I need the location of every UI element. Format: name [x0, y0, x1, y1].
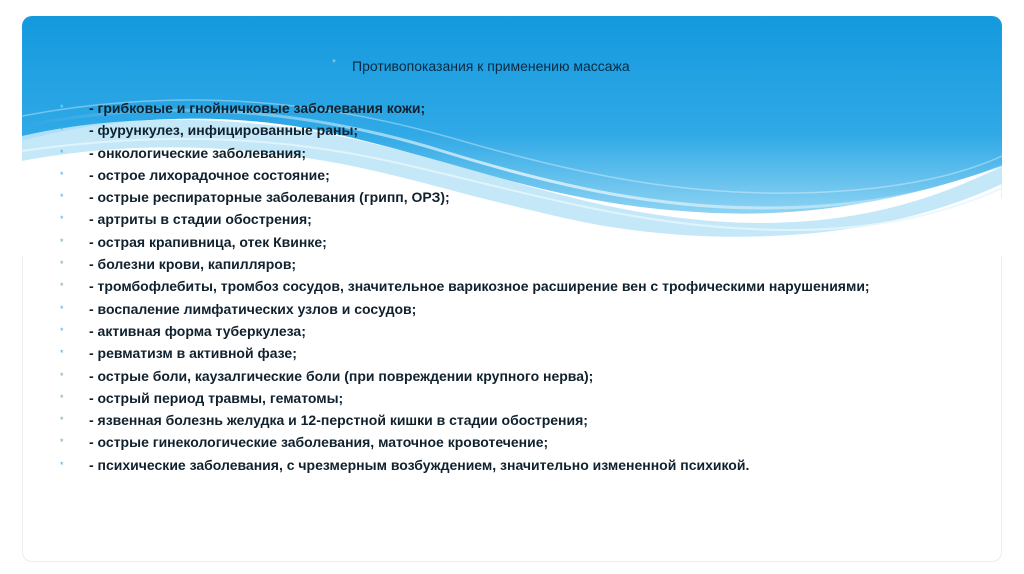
title-row: [22, 58, 1002, 78]
bullet-icon: *: [60, 147, 64, 158]
list-item: [60, 234, 960, 251]
bullet-icon: *: [60, 459, 64, 470]
list-item-text: - острые боли, каузалгические боли (при повреждении крупного нерва);: [89, 367, 594, 384]
list-item-text: - острые респираторные заболевания (грипп, ОРЗ);: [89, 189, 450, 206]
list-item: [60, 189, 960, 206]
bullet-icon: *: [60, 303, 64, 314]
bullet-icon: *: [60, 192, 64, 203]
bullet-icon: *: [60, 169, 64, 180]
list-item: [60, 412, 960, 429]
list-item: [60, 211, 960, 228]
bullet-icon: *: [60, 392, 64, 403]
bullet-icon: *: [60, 281, 64, 292]
list-item-text: - острая крапивница, отек Квинке;: [89, 233, 327, 250]
list-item: [60, 345, 960, 362]
list-item-text: - ревматизм в активной фазе;: [89, 345, 297, 362]
list-item: [60, 390, 960, 407]
list-item-text: - фурункулез, инфицированные раны;: [89, 122, 359, 139]
bullet-icon: *: [60, 214, 64, 225]
title-bullet-icon: *: [332, 58, 336, 69]
list-item-text: - язвенная болезнь желудка и 12-перстной кишки в стадии обострения;: [89, 412, 588, 429]
bullet-icon: *: [60, 103, 64, 113]
list-item-text: - тромбофлебиты, тромбоз сосудов, значительное варикозное расширение вен с трофическими нарушениями;: [89, 278, 870, 295]
list-item: [60, 145, 960, 162]
list-item: [60, 323, 960, 340]
list-item: [60, 256, 960, 273]
bullet-icon: *: [60, 125, 64, 136]
bullet-icon: *: [60, 348, 64, 359]
list-item-text: - активная форма туберкулеза;: [89, 322, 306, 339]
slide-title: Противопоказания к применению массажа: [352, 58, 630, 74]
list-item-text: - психические заболевания, с чрезмерным возбуждением, значительно измененной психикой.: [89, 456, 750, 473]
list-item-text: - воспаление лимфатических узлов и сосудов;: [89, 300, 417, 317]
bullet-icon: *: [60, 437, 64, 448]
bullet-icon: *: [60, 370, 64, 381]
list-item-text: - острый период травмы, гематомы;: [89, 389, 344, 406]
list-item-text: - болезни крови, капилляров;: [89, 256, 297, 273]
list-item: [60, 278, 960, 295]
list-item-text: - артриты в стадии обострения;: [89, 211, 312, 228]
list-item: [60, 100, 960, 117]
list-item-text: - грибковые и гнойничковые заболевания кожи;: [89, 100, 426, 116]
list-item: [60, 368, 960, 385]
list-item-text: - острое лихорадочное состояние;: [89, 166, 330, 183]
list-item: [60, 457, 960, 474]
list-item: [60, 301, 960, 318]
contraindications-list: [60, 100, 960, 479]
bullet-icon: *: [60, 325, 64, 336]
bullet-icon: *: [60, 259, 64, 270]
list-item-text: - острые гинекологические заболевания, маточное кровотечение;: [89, 434, 549, 451]
list-item-text: - онкологические заболевания;: [89, 144, 307, 161]
bullet-icon: *: [60, 415, 64, 426]
list-item: [60, 434, 960, 451]
list-item: [60, 122, 960, 139]
bullet-icon: *: [60, 236, 64, 247]
list-item: [60, 167, 960, 184]
slide: [22, 16, 1002, 562]
